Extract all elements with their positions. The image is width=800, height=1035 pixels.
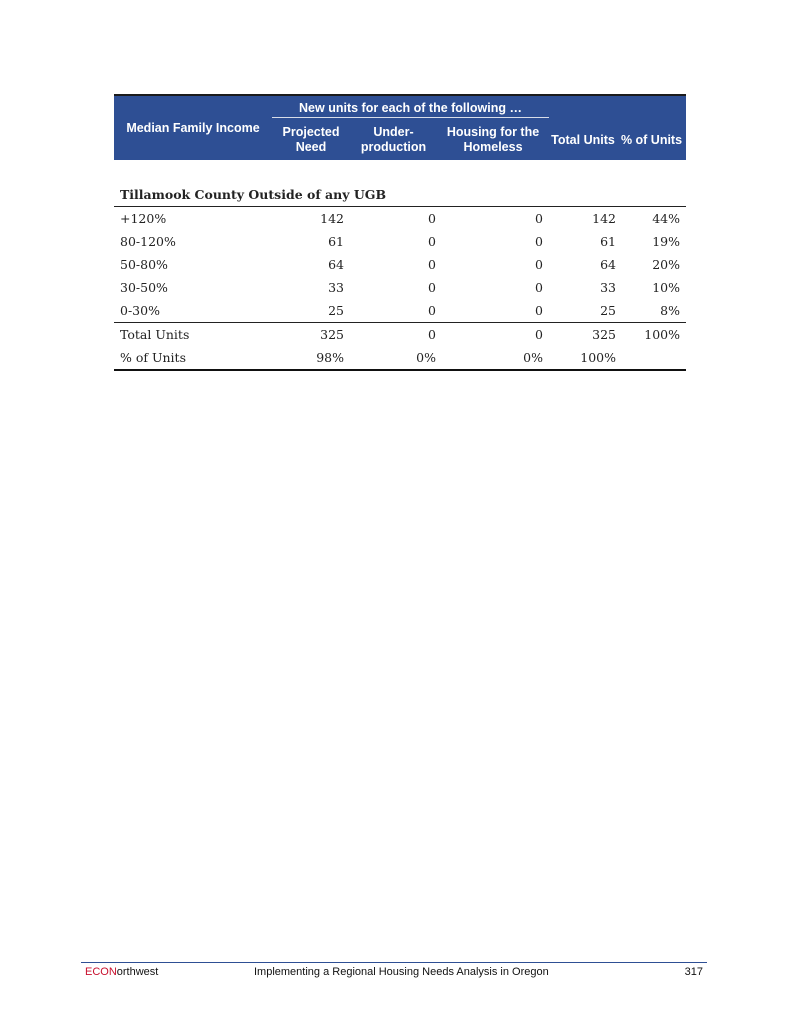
cell-homeless: 0 bbox=[535, 280, 543, 295]
cell-projected: 33 bbox=[328, 280, 344, 295]
cell-total: 61 bbox=[600, 234, 616, 249]
table-row bbox=[114, 230, 686, 253]
brand-econ: ECON bbox=[85, 966, 117, 978]
cell-homeless: 0 bbox=[535, 303, 543, 318]
cell-total: 142 bbox=[592, 211, 616, 226]
col-median-family-income: Median Family Income bbox=[126, 120, 260, 135]
col-underproduction: Under-production bbox=[360, 125, 427, 154]
table-row bbox=[114, 276, 686, 299]
brand-northwest: orthwest bbox=[116, 966, 159, 978]
cell-underproduction: 0 bbox=[428, 257, 436, 272]
row-label: 50-80% bbox=[120, 257, 168, 272]
cell-pct: 10% bbox=[652, 280, 680, 295]
cell-underproduction: 0 bbox=[428, 327, 436, 342]
cell-homeless: 0% bbox=[523, 350, 543, 365]
row-label: 80-120% bbox=[120, 234, 176, 249]
row-label: 30-50% bbox=[120, 280, 168, 295]
col-housing-homeless: Housing for the Homeless bbox=[446, 125, 540, 154]
cell-projected: 142 bbox=[320, 211, 344, 226]
table-row bbox=[114, 253, 686, 276]
col-projected-need: Projected Need bbox=[282, 125, 340, 154]
cell-underproduction: 0 bbox=[428, 280, 436, 295]
table-row bbox=[114, 299, 686, 322]
cell-total: 25 bbox=[600, 303, 616, 318]
brand-logo bbox=[85, 966, 158, 978]
document-title: Implementing a Regional Housing Needs Analysis in Oregon bbox=[254, 966, 549, 978]
cell-homeless: 0 bbox=[535, 257, 543, 272]
cell-homeless: 0 bbox=[535, 234, 543, 249]
cell-total: 64 bbox=[600, 257, 616, 272]
cell-underproduction: 0 bbox=[428, 234, 436, 249]
cell-underproduction: 0% bbox=[416, 350, 436, 365]
cell-underproduction: 0 bbox=[428, 303, 436, 318]
section-title: Tillamook County Outside of any UGB bbox=[114, 184, 686, 207]
page-number: 317 bbox=[684, 966, 703, 978]
row-label: 0-30% bbox=[120, 303, 160, 318]
cell-pct: 20% bbox=[652, 257, 680, 272]
row-label: +120% bbox=[120, 211, 167, 226]
cell-pct: 8% bbox=[660, 303, 680, 318]
cell-pct: 44% bbox=[652, 211, 680, 226]
cell-total: 33 bbox=[600, 280, 616, 295]
cell-homeless: 0 bbox=[535, 211, 543, 226]
cell-projected: 61 bbox=[328, 234, 344, 249]
cell-projected: 64 bbox=[328, 257, 344, 272]
cell-projected: 98% bbox=[316, 350, 344, 365]
housing-needs-table bbox=[114, 94, 686, 371]
table-bottom-rule bbox=[114, 369, 686, 371]
total-units-row bbox=[114, 322, 686, 346]
pct-units-row bbox=[114, 346, 686, 369]
table-body bbox=[114, 184, 686, 371]
cell-pct: 19% bbox=[652, 234, 680, 249]
cell-projected: 325 bbox=[320, 327, 344, 342]
table-row bbox=[114, 207, 686, 230]
col-total-units: Total Units bbox=[551, 132, 615, 147]
row-label: % of Units bbox=[120, 350, 186, 365]
group-header: New units for each of the following … bbox=[272, 99, 549, 118]
row-label: Total Units bbox=[120, 327, 190, 342]
cell-underproduction: 0 bbox=[428, 211, 436, 226]
cell-homeless: 0 bbox=[535, 327, 543, 342]
cell-pct: 100% bbox=[644, 327, 680, 342]
col-pct-units: % of Units bbox=[620, 132, 683, 147]
cell-total: 100% bbox=[580, 350, 616, 365]
cell-projected: 25 bbox=[328, 303, 344, 318]
table-header bbox=[114, 94, 686, 160]
cell-total: 325 bbox=[592, 327, 616, 342]
page-footer bbox=[81, 962, 707, 978]
